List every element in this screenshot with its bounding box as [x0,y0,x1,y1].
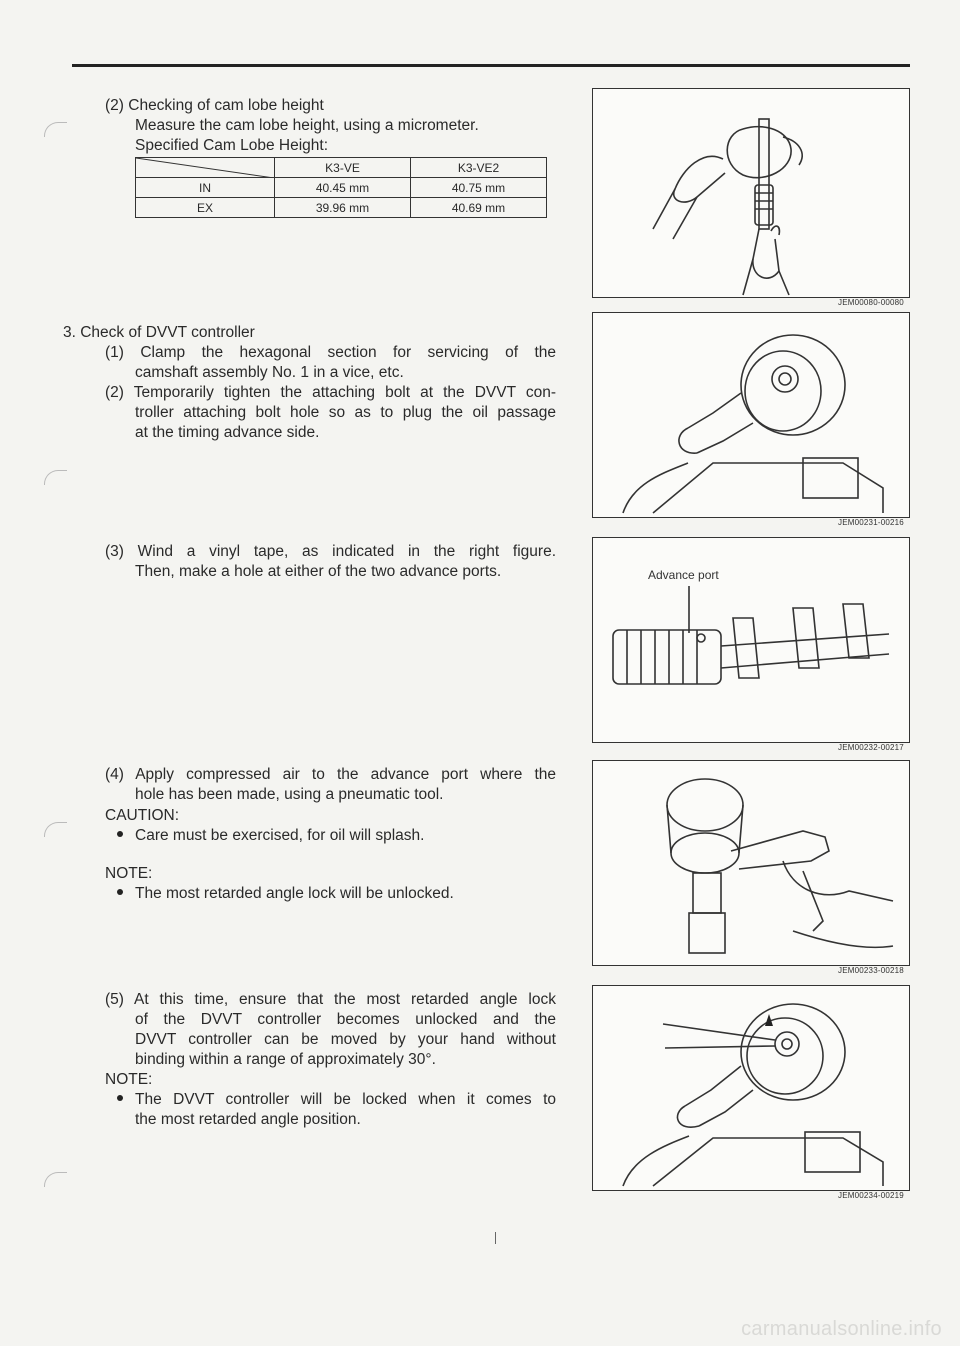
note-item [117,1090,556,1110]
table-cell: 40.69 mm [411,198,547,218]
margin-mark [44,822,67,837]
note-text: The DVVT controller will be locked when it comes to [135,1091,556,1108]
figure-dvvt-rotation [592,985,910,1191]
step-4-line: hole has been made, using a pneumatic tool. [135,786,444,803]
step-3-line: Then, make a hole at either of the two advance ports. [135,563,502,580]
step-1-line: (1) Clamp the hexagonal section for servicing of the [105,344,556,361]
step-2-line: (2) Temporarily tighten the attaching bolt at the DVVT con- [105,384,556,401]
header-rule [72,64,910,67]
caution-item [117,826,424,846]
figure-dvvt-in-vice [592,312,910,518]
caution-text: Care must be exercised, for oil will splash. [135,827,425,844]
table-header-k3-ve2: K3-VE2 [411,158,547,178]
figure-id: JEM00080-00080 [838,298,904,307]
note-item [117,884,454,904]
figure-compressed-air [592,760,910,966]
figure-id: JEM00233-00218 [838,966,904,975]
micrometer-illustration [593,89,909,297]
table-row-label: IN [136,178,275,198]
table-header-k3-ve: K3-VE [275,158,411,178]
table-cell: 40.75 mm [411,178,547,198]
advance-port-label: Advance port [648,568,719,582]
dvvt-rotation-illustration [593,986,909,1190]
table-cell: 40.45 mm [275,178,411,198]
section-2-heading: (2) Checking of cam lobe height [105,97,324,114]
margin-mark [44,1172,67,1187]
step-5-line: (5) At this time, ensure that the most retarded angle lock [105,991,556,1008]
figure-id: JEM00234-00219 [838,1191,904,1200]
caution-label: CAUTION: [105,807,180,824]
step-4-line: (4) Apply compressed air to the advance port where the [105,766,556,783]
camshaft-illustration [593,538,909,742]
page-mark [495,1232,496,1244]
bullet-icon [117,831,123,837]
watermark-text: carmanualsonline.info [741,1318,942,1340]
margin-mark [44,470,67,485]
dvvt-vice-illustration [593,313,909,517]
table-row [136,198,547,218]
figure-id: JEM00231-00216 [838,518,904,527]
note-text: The most retarded angle lock will be unlocked. [135,885,454,902]
cam-lobe-height-table [135,157,547,218]
step-2-line: troller attaching bolt hole so as to plug the oil passage [135,404,556,421]
step-5-line: of the DVVT controller becomes unlocked and the [135,1011,556,1028]
table-row-label: EX [136,198,275,218]
figure-micrometer [592,88,910,298]
step-1-line: camshaft assembly No. 1 in a vice, etc. [135,364,404,381]
step-5-line: DVVT controller can be moved by your hand without [135,1031,556,1048]
pneumatic-tool-illustration [593,761,909,965]
bullet-icon [117,889,123,895]
section-3-heading: 3. Check of DVVT controller [63,324,255,341]
specified-height-label: Specified Cam Lobe Height: [135,137,329,154]
note-label: NOTE: [105,1071,153,1088]
margin-mark [44,122,67,137]
section-2-instruction: Measure the cam lobe height, using a micrometer. [135,117,479,134]
step-2-line: at the timing advance side. [135,424,320,441]
step-5-line: binding within a range of approximately 30°. [135,1051,436,1068]
bullet-icon [117,1095,123,1101]
table-corner-cell [136,158,275,178]
figure-id: JEM00232-00217 [838,743,904,752]
table-cell: 39.96 mm [275,198,411,218]
step-3-line: (3) Wind a vinyl tape, as indicated in the right figure. [105,543,556,560]
note-label: NOTE: [105,865,153,882]
table-header-row [136,158,547,178]
table-row [136,178,547,198]
figure-advance-port [592,537,910,743]
note-text: the most retarded angle position. [135,1111,361,1128]
